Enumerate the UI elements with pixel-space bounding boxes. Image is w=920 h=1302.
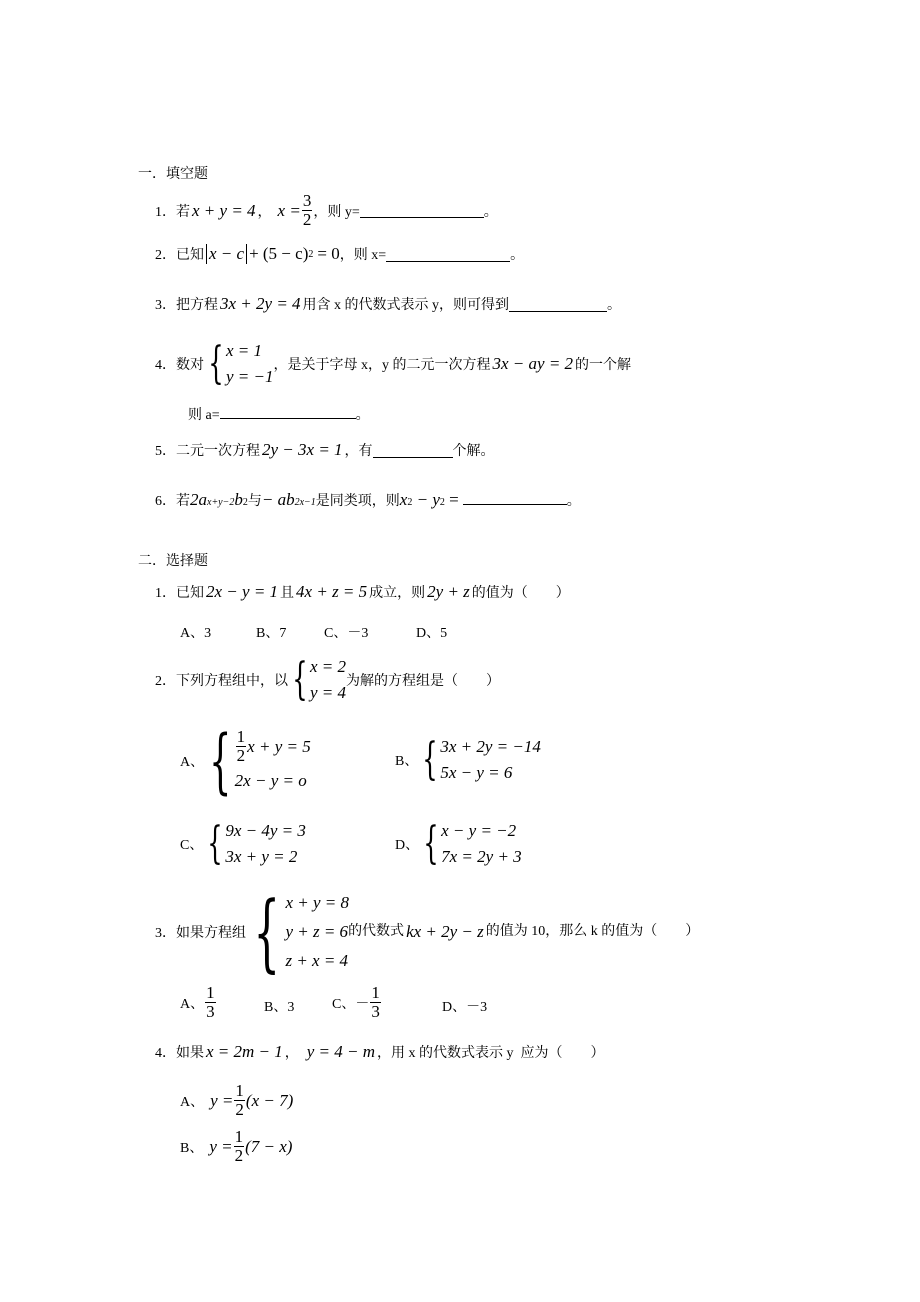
equation-system [204,719,311,802]
system-lines [235,728,311,793]
period: 。 [355,408,370,423]
option-label: B、 [180,1140,204,1156]
denominator: 2 [235,1100,244,1119]
question-text: 已知 [176,248,204,263]
term: b [234,490,243,509]
question-text: 与 [247,494,262,509]
question-text: 且 [280,586,295,601]
system-line: x − y = −2 [441,821,517,840]
separator: ， [284,1046,299,1061]
question-text: 用含 x 的代数式表示 y，则可得到 [302,298,510,313]
exponent: 2 [242,497,248,508]
separator: ， [257,204,272,220]
equation: 2y − 3x = 1 [262,440,343,459]
left-brace-icon: { [209,719,232,802]
option-label: C、 [180,838,204,853]
question-text: ，则 y= [313,204,360,220]
option-a[interactable]: A、3 [180,626,212,641]
period: 。 [483,204,498,220]
fraction [205,984,216,1021]
system-line: 3x + 2y = −14 [440,737,541,756]
term: − y [412,490,440,509]
denominator: 2 [302,210,312,229]
system-lines [226,338,274,390]
equation-system [288,654,346,706]
question-text: 若 [176,204,190,220]
exponent: 2 [407,497,413,508]
fraction [370,984,381,1021]
abs-bar-left [206,244,207,264]
denominator: 3 [206,1002,215,1021]
equation: y = [209,1136,233,1156]
equation: + (5 − c) [249,244,309,263]
left-brace-icon: { [253,882,281,981]
question-text: ，是关于字母 x，y 的二元一次方程 [273,358,491,373]
question-text: 的值为（ ） [471,586,570,601]
equation: = 0 [317,244,340,263]
question-text: 是同类项，则 [315,494,400,509]
system-line: y = 4 [310,683,347,702]
option-label: A、 [180,754,205,770]
numerator: 1 [206,983,215,1002]
system-lines [285,888,699,975]
exponent: 2 [308,248,314,260]
equation: x + y = 5 [247,736,311,756]
answer-blank[interactable] [360,203,484,218]
answer-blank[interactable] [373,443,453,458]
denominator: 3 [371,1002,380,1021]
equation-system [204,338,274,390]
question-2-4 [155,1042,605,1062]
equation-system [246,882,700,981]
question-1-6 [155,490,581,510]
left-brace-icon: { [207,818,224,869]
equation-system [418,734,541,786]
question-number: 1． [155,204,176,220]
numerator: 1 [371,983,380,1002]
question-text: 下列方程组中，以 [176,674,288,689]
equation: = [444,490,459,509]
option-2-4-a[interactable] [180,1082,293,1119]
question-text: 如果方程组 [176,925,246,941]
system-lines [440,734,541,786]
equation: x = [277,200,301,220]
question-text: ，用 x 的代数式表示 y 应为（ ） [377,1046,605,1061]
question-2-1 [155,582,570,602]
system-line: 5x − y = 6 [440,763,513,782]
option-label: A、 [180,1094,205,1110]
denominator: 2 [234,1146,244,1165]
question-1-3 [155,294,621,314]
equation: kx + 2y − z [406,922,484,941]
option-label: C、－ [332,996,370,1012]
option-2-2-b[interactable] [395,734,541,786]
equation: 4x + z = 5 [296,582,368,601]
numerator: 3 [302,191,312,210]
question-text: 为解的方程组是（ ） [346,674,501,689]
period: 。 [566,494,581,509]
option-2-2-c[interactable] [180,818,306,870]
system-line [235,728,311,765]
question-text: 则 a= [188,408,220,423]
question-number: 3． [155,925,176,941]
question-text: 若 [176,494,190,509]
option-a[interactable] [180,984,217,1021]
option-2-4-b[interactable] [180,1128,292,1165]
system-lines [225,818,306,870]
equation: x + y = 4 [192,200,256,220]
option-2-2-a[interactable] [180,719,311,802]
question-text: 如果 [176,1046,204,1061]
question-text: 个解。 [452,444,495,459]
system-line: 9x − 4y = 3 [225,821,306,840]
question-number: 4． [155,358,176,373]
section-title-multiple-choice: 二．选择题 [138,554,208,569]
system-line: 7x = 2y + 3 [441,847,522,866]
term: − ab [261,490,295,509]
question-number: 1． [155,586,176,601]
left-brace-icon: { [423,818,439,869]
question-text: 的一个解 [575,358,632,373]
system-line: y = −1 [226,367,274,386]
option-label: D、 [395,838,420,853]
exponent: 2 [439,497,445,508]
option-2-2-d[interactable] [395,818,522,870]
question-text: 成立，则 [369,586,426,601]
option-b[interactable]: B、3 [264,1000,295,1015]
option-b[interactable]: B、7 [256,626,287,641]
question-1-4-answer [188,404,370,424]
equation: (7 − x) [245,1136,293,1156]
fraction [302,192,313,229]
system-line-2 [285,917,699,946]
system-line: y + z = 6 [285,922,349,941]
left-brace-icon: { [292,654,308,705]
answer-blank[interactable] [509,297,607,312]
option-label: B、 [395,754,419,769]
equation-system [203,818,306,870]
equation: y = [210,1090,234,1110]
numerator: 1 [235,1081,244,1100]
option-d[interactable]: D、5 [416,626,448,641]
question-number: 6． [155,494,176,509]
term: 2a [190,490,207,509]
system-lines [441,818,522,870]
equation: x = 2m − 1 [206,1042,283,1061]
question-text: ，有 [344,444,373,459]
equation-system [419,818,522,870]
question-text: 的代数式 [348,924,405,939]
exponent: 2x−1 [294,497,316,508]
question-number: 3． [155,298,176,313]
term: x [399,490,408,509]
system-lines [310,654,346,706]
question-number: 2． [155,674,176,689]
equation: (x − 7) [245,1090,294,1110]
question-2-3 [155,882,700,981]
question-text: 已知 [176,586,204,601]
question-1-5 [155,440,495,460]
period: 。 [607,298,622,313]
option-c[interactable] [332,984,382,1021]
system-line: z + x = 4 [285,951,349,970]
answer-blank[interactable] [463,490,567,505]
options-2-3 [180,984,580,1028]
equation: 2y + z [427,582,470,601]
question-number: 2． [155,248,176,263]
denominator: 2 [236,746,246,765]
equation: x − c [209,244,245,263]
question-1-4 [155,338,631,390]
left-brace-icon: { [208,338,224,389]
abs-bar-right [246,244,247,264]
question-text: 数对 [176,358,204,373]
fraction [234,1082,245,1119]
exponent: x+y−2 [207,497,235,508]
system-line: 2x − y = o [234,771,307,790]
system-line: x + y = 8 [285,893,349,912]
fraction [236,728,247,765]
equation: 3x − ay = 2 [492,354,574,373]
question-number: 5． [155,444,176,459]
option-c[interactable]: C、－3 [324,626,369,641]
answer-blank[interactable] [386,247,510,262]
option-d[interactable]: D、－3 [442,1000,488,1015]
equation: 3x + 2y = 4 [220,294,301,313]
fraction [234,1128,245,1165]
equation: 2x − y = 1 [206,582,279,601]
system-line: x = 2 [310,657,347,676]
question-1-1 [155,192,498,229]
option-label: A、 [180,996,205,1012]
question-text: 的值为 10，那么 k 的值为（ ） [485,924,700,939]
question-text: ，则 x= [339,248,387,263]
numerator: 1 [234,1127,244,1146]
answer-blank[interactable] [220,404,356,419]
question-2-2 [155,654,500,706]
equation: y = 4 − m [306,1042,376,1061]
system-line: 3x + y = 2 [225,847,298,866]
section-title-fill-in: 一．填空题 [138,167,208,182]
system-line: x = 1 [226,341,263,360]
period: 。 [510,248,525,263]
question-text: 把方程 [176,298,218,313]
question-1-2 [155,244,524,264]
question-text: 二元一次方程 [176,444,260,459]
numerator: 1 [236,727,246,746]
left-brace-icon: { [422,734,439,785]
question-number: 4． [155,1046,176,1061]
